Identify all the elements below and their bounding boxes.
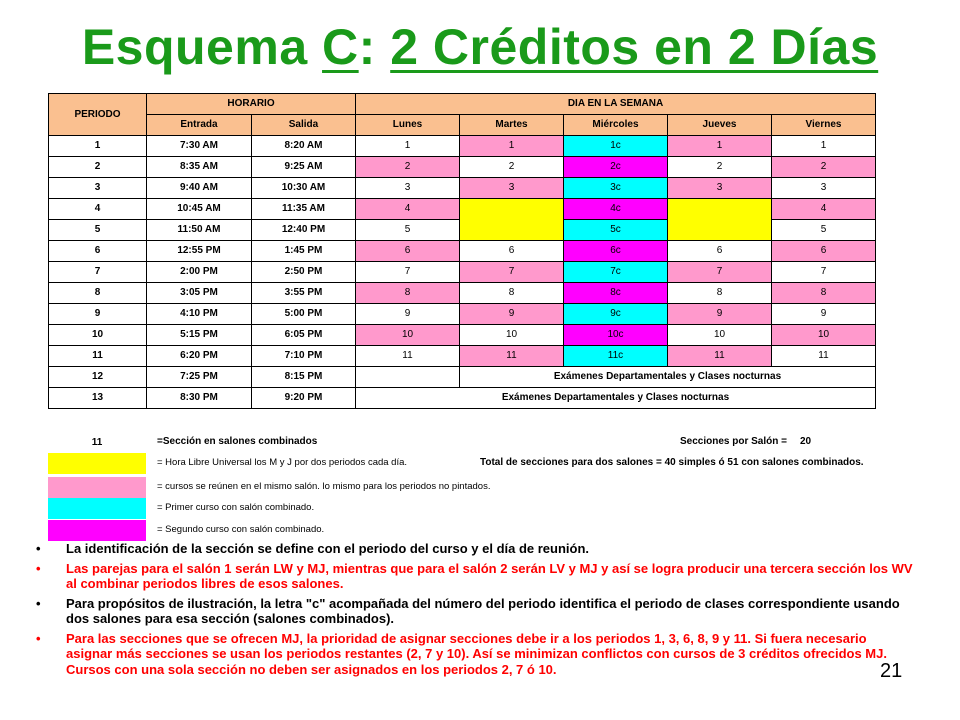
secciones-value: 20 <box>800 436 812 447</box>
title-colon: : <box>358 19 376 75</box>
table-row <box>49 388 876 409</box>
notes-list <box>36 541 916 681</box>
cell-periodo: 1 <box>49 136 147 157</box>
cell-lunes: 1 <box>356 136 460 157</box>
cell-jueves: 6 <box>668 241 772 262</box>
table-row <box>49 304 876 325</box>
header-dia: DIA EN LA SEMANA <box>356 94 876 115</box>
legend-swatch-magenta <box>48 520 146 541</box>
cell-exams: Exámenes Departamentales y Clases nocturnas <box>356 388 876 409</box>
legend-row-pink <box>48 477 868 498</box>
cell-miercoles: 4c <box>564 199 668 220</box>
header-salida: Salida <box>252 115 356 136</box>
cell-lunes: 5 <box>356 220 460 241</box>
cell-miercoles: 8c <box>564 283 668 304</box>
cell-entrada: 12:55 PM <box>147 241 252 262</box>
header-miercoles: Miércoles <box>564 115 668 136</box>
table-row <box>49 283 876 304</box>
cell-viernes: 8 <box>772 283 876 304</box>
cell-salida: 8:20 AM <box>252 136 356 157</box>
cell-periodo: 13 <box>49 388 147 409</box>
cell-salida: 1:45 PM <box>252 241 356 262</box>
cell-jueves: 2 <box>668 157 772 178</box>
legend-swatch-cyan <box>48 498 146 519</box>
cell-viernes: 7 <box>772 262 876 283</box>
cell-entrada: 7:30 AM <box>147 136 252 157</box>
note-text: La identificación de la sección se define con el periodo del curso y el día de reunión. <box>66 541 590 556</box>
cell-viernes: 3 <box>772 178 876 199</box>
cell-jueves: 9 <box>668 304 772 325</box>
cell-periodo: 10 <box>49 325 147 346</box>
cell-miercoles: 2c <box>564 157 668 178</box>
cell-viernes: 11 <box>772 346 876 367</box>
cell-lunes: 9 <box>356 304 460 325</box>
cell-entrada: 2:00 PM <box>147 262 252 283</box>
legend-swatch-yellow <box>48 453 146 474</box>
cell-periodo: 11 <box>49 346 147 367</box>
header-martes: Martes <box>460 115 564 136</box>
cell-entrada: 4:10 PM <box>147 304 252 325</box>
secciones-label: Secciones por Salón = <box>680 436 787 447</box>
table-row <box>49 136 876 157</box>
cell-entrada: 5:15 PM <box>147 325 252 346</box>
note-item <box>36 541 916 557</box>
legend-row-combined <box>48 432 868 453</box>
cell-lunes: 3 <box>356 178 460 199</box>
cell-entrada: 3:05 PM <box>147 283 252 304</box>
cell-viernes: 4 <box>772 199 876 220</box>
note-item <box>36 561 916 592</box>
table-row <box>49 178 876 199</box>
cell-salida: 6:05 PM <box>252 325 356 346</box>
cell-lunes: 10 <box>356 325 460 346</box>
cell-jueves: 10 <box>668 325 772 346</box>
page-number: 21 <box>880 660 903 682</box>
cell-miercoles: 5c <box>564 220 668 241</box>
cell-salida: 9:20 PM <box>252 388 356 409</box>
cell-salida: 10:30 AM <box>252 178 356 199</box>
cell-miercoles: 7c <box>564 262 668 283</box>
cell-viernes: 9 <box>772 304 876 325</box>
slide-title <box>0 18 960 76</box>
cell-periodo: 6 <box>49 241 147 262</box>
header-viernes: Viernes <box>772 115 876 136</box>
cell-martes-free <box>460 199 564 241</box>
cell-periodo: 7 <box>49 262 147 283</box>
note-item <box>36 596 916 627</box>
cell-lunes: 7 <box>356 262 460 283</box>
cell-viernes: 5 <box>772 220 876 241</box>
title-credits: 2 Créditos en 2 Días <box>390 19 879 75</box>
cell-martes: 1 <box>460 136 564 157</box>
cell-lunes: 11 <box>356 346 460 367</box>
cell-jueves-free <box>668 199 772 241</box>
cell-miercoles: 1c <box>564 136 668 157</box>
cell-periodo: 8 <box>49 283 147 304</box>
cell-miercoles: 6c <box>564 241 668 262</box>
cell-jueves: 3 <box>668 178 772 199</box>
cell-viernes: 2 <box>772 157 876 178</box>
cell-salida: 11:35 AM <box>252 199 356 220</box>
cell-lunes: 4 <box>356 199 460 220</box>
bullet-dot: • <box>36 595 41 611</box>
cell-entrada: 10:45 AM <box>147 199 252 220</box>
cell-salida: 8:15 PM <box>252 367 356 388</box>
cell-martes: 6 <box>460 241 564 262</box>
cell-lunes: 8 <box>356 283 460 304</box>
cell-exams: Exámenes Departamentales y Clases nocturnas <box>460 367 876 388</box>
table-row <box>49 262 876 283</box>
cell-martes: 11 <box>460 346 564 367</box>
cell-exam-blank <box>356 367 460 388</box>
header-horario: HORARIO <box>147 94 356 115</box>
cell-martes: 3 <box>460 178 564 199</box>
cell-viernes: 10 <box>772 325 876 346</box>
table-row <box>49 346 876 367</box>
cell-salida: 5:00 PM <box>252 304 356 325</box>
cell-viernes: 6 <box>772 241 876 262</box>
cell-entrada: 7:25 PM <box>147 367 252 388</box>
cell-salida: 12:40 PM <box>252 220 356 241</box>
cell-periodo: 5 <box>49 220 147 241</box>
cell-lunes: 2 <box>356 157 460 178</box>
table-row <box>49 157 876 178</box>
legend-yellow-text: = Hora Libre Universal los M y J por dos periodos cada día. <box>157 457 408 468</box>
cell-miercoles: 3c <box>564 178 668 199</box>
table-row <box>49 367 876 388</box>
cell-salida: 2:50 PM <box>252 262 356 283</box>
bullet-dot: • <box>36 541 41 556</box>
header-lunes: Lunes <box>356 115 460 136</box>
title-word-c: C <box>322 19 359 75</box>
bullet-dot: • <box>36 560 41 576</box>
legend-cyan-text: = Primer curso con salón combinado. <box>157 502 315 513</box>
legend-row-cyan <box>48 498 868 519</box>
cell-martes: 8 <box>460 283 564 304</box>
cell-entrada: 11:50 AM <box>147 220 252 241</box>
header-periodo: PERIODO <box>49 94 147 136</box>
table-row <box>49 241 876 262</box>
header-entrada: Entrada <box>147 115 252 136</box>
cell-salida: 7:10 PM <box>252 346 356 367</box>
cell-periodo: 2 <box>49 157 147 178</box>
legend-row-yellow <box>48 453 868 474</box>
cell-miercoles: 9c <box>564 304 668 325</box>
note-item <box>36 631 916 678</box>
cell-martes: 10 <box>460 325 564 346</box>
cell-martes: 7 <box>460 262 564 283</box>
legend-swatch-pink <box>48 477 146 498</box>
cell-jueves: 1 <box>668 136 772 157</box>
cell-periodo: 3 <box>49 178 147 199</box>
cell-periodo: 9 <box>49 304 147 325</box>
cell-entrada: 8:30 PM <box>147 388 252 409</box>
legend-combined-text: =Sección en salones combinados <box>157 436 318 447</box>
cell-miercoles: 10c <box>564 325 668 346</box>
cell-martes: 9 <box>460 304 564 325</box>
cell-viernes: 1 <box>772 136 876 157</box>
cell-jueves: 11 <box>668 346 772 367</box>
legend-pink-text: = cursos se reúnen en el mismo salón. lo mismo para los periodos no pintados. <box>157 481 491 492</box>
cell-entrada: 9:40 AM <box>147 178 252 199</box>
legend <box>48 432 868 540</box>
header-jueves: Jueves <box>668 115 772 136</box>
legend-magenta-text: = Segundo curso con salón combinado. <box>157 524 325 535</box>
cell-lunes: 6 <box>356 241 460 262</box>
cell-miercoles: 11c <box>564 346 668 367</box>
schedule-table <box>48 93 876 409</box>
table-row <box>49 325 876 346</box>
cell-entrada: 6:20 PM <box>147 346 252 367</box>
cell-martes: 2 <box>460 157 564 178</box>
bullet-dot: • <box>36 630 41 646</box>
cell-periodo: 4 <box>49 199 147 220</box>
cell-entrada: 8:35 AM <box>147 157 252 178</box>
note-text: Para propósitos de ilustración, la letra "c" acompañada del número del periodo identifica el periodo de clases correspondiente usando dos salones para esa sección (salones combinados). <box>66 595 900 626</box>
note-text: Las parejas para el salón 1 serán LW y MJ, mientras que para el salón 2 serán LV y MJ y así se logra producir una tercera sección los WV al combinar periodos libres de esos salones. <box>66 560 913 591</box>
note-text: Para las secciones que se ofrecen MJ, la prioridad de asignar secciones debe ir a los periodos 1, 3, 6, 8, 9 y 11. Si fuera necesario asignar más secciones se usan los periodos restantes (2, 7 y 10). Así se minimizan conflictos con cursos de 3 créditos ofrecidos MJ. Cursos con una sola sección no deben ser asignados en los periodos 2, 7 ó 10. <box>66 630 887 677</box>
cell-salida: 9:25 AM <box>252 157 356 178</box>
cell-salida: 3:55 PM <box>252 283 356 304</box>
cell-jueves: 7 <box>668 262 772 283</box>
legend-row-magenta <box>48 520 868 541</box>
cell-periodo: 12 <box>49 367 147 388</box>
legend-combined-number: 11 <box>91 437 103 448</box>
table-row <box>49 199 876 220</box>
legend-total-text: Total de secciones para dos salones = 40 simples ó 51 con salones combinados. <box>480 457 864 468</box>
title-word-esquema: Esquema <box>81 19 308 75</box>
cell-jueves: 8 <box>668 283 772 304</box>
